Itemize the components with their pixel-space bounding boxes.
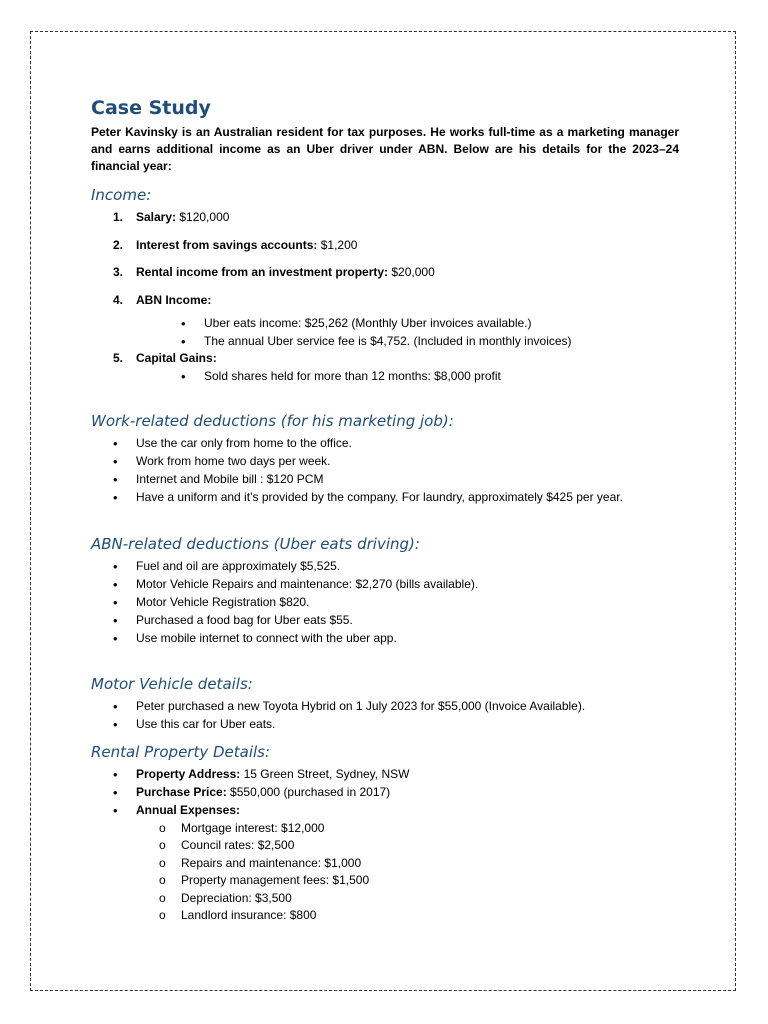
income-item — [91, 209, 679, 227]
list-item: o Depreciation: $3,500 — [91, 890, 679, 908]
motor-vehicle-list — [91, 698, 679, 734]
list-item: • Use this car for Uber eats. — [91, 716, 679, 734]
list-item — [91, 802, 679, 925]
list-item — [91, 766, 679, 784]
list-item: • Have a uniform and it’s provided by the company. For laundry, approximately $425 per year. — [91, 489, 679, 507]
list-item: • Fuel and oil are approximately $5,525. — [91, 558, 679, 576]
list-item — [91, 784, 679, 802]
item-label: ABN Income: — [136, 292, 212, 307]
income-item — [91, 350, 679, 385]
list-item: • Motor Vehicle Registration $820. — [91, 594, 679, 612]
list-item: • The annual Uber service fee is $4,752. (Included in monthly invoices) — [91, 333, 679, 351]
abn-income-sublist — [91, 315, 679, 350]
item-number: 3. — [113, 265, 124, 279]
item-value: 15 Green Street, Sydney, NSW — [240, 767, 410, 781]
list-item: • Motor Vehicle Repairs and maintenance: $2,270 (bills available). — [91, 576, 679, 594]
list-item: • Peter purchased a new Toyota Hybrid on 1 July 2023 for $55,000 (Invoice Available). — [91, 698, 679, 716]
work-deductions-heading: Work-related deductions (for his marketing job): — [91, 412, 454, 430]
list-item: • Internet and Mobile bill : $120 PCM — [91, 471, 679, 489]
item-value: $550,000 (purchased in 2017) — [226, 785, 391, 799]
page-border — [30, 31, 736, 991]
item-label: Rental income from an investment property: — [136, 265, 389, 279]
work-deductions-list — [91, 435, 679, 507]
list-item: o Repairs and maintenance: $1,000 — [91, 855, 679, 873]
item-value: $20,000 — [388, 265, 435, 279]
list-item: o Property management fees: $1,500 — [91, 872, 679, 890]
annual-expenses-sublist — [91, 820, 679, 925]
income-item — [91, 264, 679, 282]
rental-property-list — [91, 766, 679, 925]
list-item: o Landlord insurance: $800 — [91, 907, 679, 925]
page-title: Case Study — [91, 97, 211, 119]
list-item: • Use mobile internet to connect with the uber app. — [91, 630, 679, 648]
abn-deductions-list — [91, 558, 679, 648]
capital-gains-sublist — [91, 368, 679, 386]
list-item: • Use the car only from home to the office. — [91, 435, 679, 453]
list-item: • Sold shares held for more than 12 months: $8,000 profit — [91, 368, 679, 386]
income-item — [91, 237, 679, 255]
list-item: o Mortgage interest: $12,000 — [91, 820, 679, 838]
item-label: Capital Gains: — [136, 351, 217, 365]
item-number: 4. — [113, 292, 124, 307]
abn-deductions-heading: ABN-related deductions (Uber eats driving): — [91, 535, 420, 553]
item-number: 2. — [113, 237, 124, 252]
item-label: Salary: — [136, 210, 177, 224]
list-item: o Council rates: $2,500 — [91, 837, 679, 855]
item-value: $1,200 — [317, 237, 358, 252]
item-label: Property Address: — [136, 767, 241, 781]
document-content — [91, 96, 679, 925]
item-label: Purchase Price: — [136, 785, 227, 799]
item-number: 5. — [113, 351, 124, 365]
intro-paragraph: Peter Kavinsky is an Australian resident for tax purposes. He works full-time as a marketing manager and earns additional income as an Uber driver under ABN. Below are his details for the 2023–24 financial year: — [91, 125, 679, 173]
income-heading: Income: — [91, 186, 152, 204]
rental-property-heading: Rental Property Details: — [91, 743, 271, 761]
income-list — [91, 209, 679, 385]
list-item: • Work from home two days per week. — [91, 453, 679, 471]
income-item — [91, 292, 679, 351]
list-item: • Purchased a food bag for Uber eats $55. — [91, 612, 679, 630]
item-label: Interest from savings accounts: — [136, 237, 318, 252]
list-item: • Uber eats income: $25,262 (Monthly Uber invoices available.) — [91, 315, 679, 333]
motor-vehicle-heading: Motor Vehicle details: — [91, 675, 253, 693]
item-label: Annual Expenses: — [136, 803, 241, 817]
item-number: 1. — [113, 210, 124, 224]
item-value: $120,000 — [176, 210, 230, 224]
